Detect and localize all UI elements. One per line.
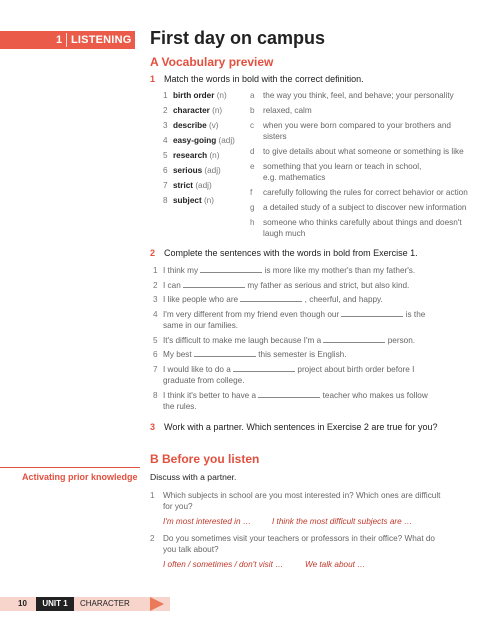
word-part-of-speech: (adj) <box>218 136 235 145</box>
sentence-end: teacher who makes us follow <box>322 390 428 400</box>
sidebar-label: Activating prior knowledge <box>22 472 138 482</box>
sentence-end: is more like my mother's than my father's. <box>264 266 416 275</box>
exercise-1-instruction <box>150 74 364 84</box>
sentence-continuation: same in our families. <box>163 320 239 330</box>
definition-letter: a <box>250 91 255 100</box>
question-number: 2 <box>150 534 155 543</box>
definition-letter: c <box>250 121 255 130</box>
word-item <box>163 180 212 191</box>
sentence-end: project about birth order before I <box>297 364 415 374</box>
footer-arrow-icon <box>150 597 164 611</box>
definition-letter: g <box>250 203 255 212</box>
exercise-number: 1 <box>150 74 156 84</box>
sentence-number: 6 <box>153 350 158 359</box>
sentence-start: I think it's better to have a <box>163 390 257 400</box>
definition-text: to give details about what someone or something is like <box>263 147 464 156</box>
sentence-number: 8 <box>153 390 158 400</box>
sentence-number: 3 <box>153 295 158 304</box>
word-part-of-speech: (n) <box>209 151 220 160</box>
sentence-continuation: the rules. <box>163 401 197 411</box>
exercise-number: 2 <box>150 248 156 258</box>
sidebar-divider <box>0 467 140 468</box>
word-term: strict <box>173 181 194 190</box>
word-part-of-speech: (n) <box>203 196 214 205</box>
banner-number: 1 <box>56 34 63 46</box>
sentence-item <box>153 390 468 412</box>
answer-blank[interactable] <box>200 265 262 273</box>
answer-blank[interactable] <box>258 390 320 398</box>
page-number: 10 <box>18 599 27 608</box>
word-number: 7 <box>163 181 168 190</box>
exercise-number: 3 <box>150 422 156 432</box>
discussion-question <box>150 533 468 555</box>
definition-letter: f <box>250 188 253 197</box>
word-term: birth order <box>173 91 215 100</box>
sentence-number: 4 <box>153 309 158 319</box>
sentence-end: is the <box>405 309 426 319</box>
exercise-3-instruction <box>150 422 437 432</box>
definition-text: e.g. mathematics <box>263 173 326 182</box>
word-item <box>163 150 219 161</box>
sentence-start: I think my <box>163 266 199 275</box>
banner-divider <box>66 33 67 47</box>
definition-text: something that you learn or teach in school, <box>263 162 422 171</box>
word-number: 1 <box>163 91 168 100</box>
sentence-item <box>153 294 468 305</box>
word-part-of-speech: (adj) <box>195 181 212 190</box>
word-number: 8 <box>163 196 168 205</box>
definition-text: the way you think, feel, and behave; your personality <box>263 91 454 100</box>
sentence-start: I like people who are <box>163 295 239 304</box>
sentence-end: person. <box>387 335 416 345</box>
definition-text: carefully following the rules for correct behavior or action <box>263 188 468 197</box>
sentence-number: 1 <box>153 266 158 275</box>
word-item <box>163 165 221 176</box>
sentence-item <box>153 335 468 346</box>
sentence-number: 5 <box>153 335 158 345</box>
answer-blank[interactable] <box>194 349 256 357</box>
word-item <box>163 90 227 101</box>
word-number: 3 <box>163 121 168 130</box>
word-term: subject <box>173 196 202 205</box>
section-b-heading: B Before you listen <box>150 452 260 466</box>
word-part-of-speech: (n) <box>216 91 227 100</box>
exercise-text: Work with a partner. Which sentences in Exercise 2 are true for you? <box>164 422 438 432</box>
sentence-item <box>153 265 468 276</box>
sentence-item <box>153 364 468 386</box>
definition-text: a detailed study of a subject to discover new information <box>263 203 467 212</box>
word-number: 6 <box>163 166 168 175</box>
definition-letter: e <box>250 162 255 171</box>
page-title: First day on campus <box>150 28 326 48</box>
sentence-start: My best <box>163 350 192 359</box>
word-part-of-speech: (adj) <box>204 166 221 175</box>
word-term: describe <box>173 121 207 130</box>
question-text: Which subjects in school are you most interested in? Which ones are difficult <box>163 491 441 500</box>
exercise-text: Complete the sentences with the words in bold from Exercise 1. <box>164 248 418 258</box>
definition-text: laugh much <box>263 229 306 238</box>
sample-answer: I think the most difficult subjects are … <box>272 517 413 526</box>
sentence-start: I would like to do a <box>163 364 231 374</box>
question-number: 1 <box>150 491 155 500</box>
question-text: Do you sometimes visit your teachers or professors in their office? What do <box>163 534 435 543</box>
section-banner <box>0 31 135 49</box>
answer-blank[interactable] <box>341 309 403 317</box>
definition-letter: h <box>250 218 255 227</box>
definition-letter: d <box>250 147 255 156</box>
word-term: character <box>173 106 210 115</box>
definition-text: relaxed, calm <box>263 106 312 115</box>
word-item <box>163 135 235 146</box>
sample-answer: I often / sometimes / don't visit … <box>163 560 284 569</box>
sentence-start: It's difficult to make me laugh because I'm a <box>163 335 322 345</box>
answer-blank[interactable] <box>233 364 295 372</box>
word-term: research <box>173 151 208 160</box>
definition-letter: b <box>250 106 255 115</box>
discuss-instruction: Discuss with a partner. <box>150 472 237 482</box>
definition-text: when you were born compared to your brothers and <box>263 121 451 130</box>
answer-blank[interactable] <box>183 280 245 288</box>
sentence-number: 2 <box>153 280 158 290</box>
sentence-number: 7 <box>153 364 158 374</box>
word-number: 2 <box>163 106 168 115</box>
chapter-label: CHARACTER <box>80 599 130 608</box>
word-part-of-speech: (v) <box>208 121 219 130</box>
sentence-item <box>153 280 468 291</box>
sentence-end: this semester is English. <box>258 350 347 359</box>
word-item <box>163 195 214 206</box>
banner-label: LISTENING <box>71 34 132 46</box>
sentence-continuation: graduate from college. <box>163 375 245 385</box>
sentence-start: I can <box>163 280 181 290</box>
exercise-text: Match the words in bold with the correct definition. <box>164 74 364 84</box>
word-item <box>163 120 219 131</box>
unit-badge: UNIT 1 <box>36 597 74 611</box>
word-number: 4 <box>163 136 168 145</box>
word-part-of-speech: (n) <box>212 106 223 115</box>
question-text: you talk about? <box>163 545 219 554</box>
word-number: 5 <box>163 151 168 160</box>
sample-answer: We talk about … <box>305 560 366 569</box>
sentence-end: my father as serious and strict, but also kind. <box>247 280 410 290</box>
sample-answer: I'm most interested in … <box>163 517 252 526</box>
word-term: serious <box>173 166 203 175</box>
sentence-item <box>153 309 468 331</box>
question-text: for you? <box>163 502 193 511</box>
sentence-item <box>153 349 468 360</box>
discussion-question <box>150 490 468 512</box>
exercise-2-instruction <box>150 248 418 258</box>
word-term: easy-going <box>173 136 217 145</box>
section-a-heading: A Vocabulary preview <box>150 55 274 69</box>
answer-blank[interactable] <box>323 335 385 343</box>
sentence-end: , cheerful, and happy. <box>304 295 383 304</box>
definition-text: sisters <box>263 132 287 141</box>
word-item <box>163 105 222 116</box>
definition-text: someone who thinks carefully about things and doesn't <box>263 218 462 227</box>
answer-blank[interactable] <box>240 294 302 302</box>
sentence-start: I'm very different from my friend even though our <box>163 309 340 319</box>
